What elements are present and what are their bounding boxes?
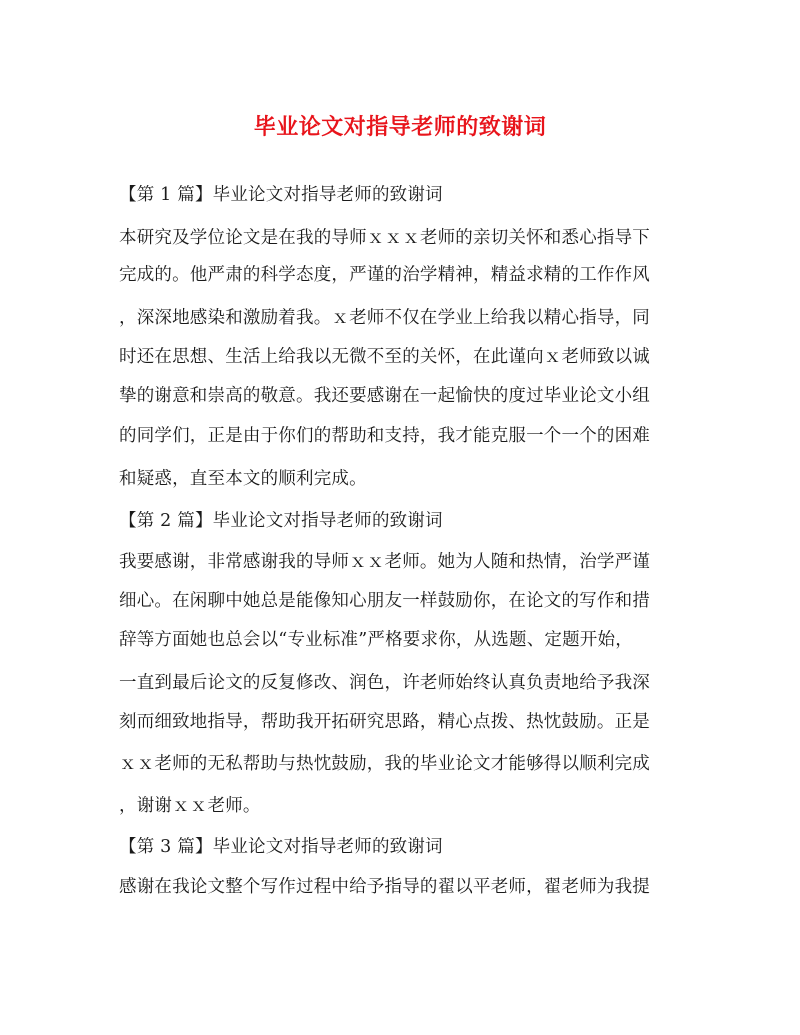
section-heading-3: 【第 3 篇】毕业论文对指导老师的致谢词	[119, 837, 443, 857]
paragraph-line: 辞等方面她也总会以“专业标准”严格要求你，从选题、定题开始，	[119, 630, 633, 650]
paragraph-line: 刻而细致地指导，帮助我开拓研究思路，精心点拨、热忱鼓励。正是	[119, 712, 650, 732]
paragraph-line: 我要感谢，非常感谢我的导师ｘｘ老师。她为人随和热情，治学严谨	[119, 552, 650, 572]
paragraph-line: 的同学们，正是由于你们的帮助和支持，我才能克服一个一个的困难	[119, 426, 650, 446]
paragraph-line: 挚的谢意和崇高的敬意。我还要感谢在一起愉快的度过毕业论文小组	[119, 386, 650, 406]
section-heading-2: 【第 2 篇】毕业论文对指导老师的致谢词	[119, 511, 443, 531]
paragraph-line: ，谢谢ｘｘ老师。	[119, 796, 261, 816]
paragraph-line: ，深深地感染和激励着我。ｘ老师不仅在学业上给我以精心指导，同	[119, 308, 650, 328]
paragraph-line: 一直到最后论文的反复修改、润色，许老师始终认真负责地给予我深	[119, 673, 650, 693]
section-heading-1: 【第 1 篇】毕业论文对指导老师的致谢词	[119, 185, 443, 205]
paragraph-line: 和疑惑，直至本文的顺利完成。	[119, 469, 367, 489]
paragraph-line: 完成的。他严肃的科学态度，严谨的治学精神，精益求精的工作作风	[119, 265, 650, 285]
document-title: 毕业论文对指导老师的致谢词	[253, 114, 547, 140]
paragraph-line: 细心。在闲聊中她总是能像知心朋友一样鼓励你，在论文的写作和措	[119, 591, 650, 611]
paragraph-line: ｘｘ老师的无私帮助与热忱鼓励，我的毕业论文才能够得以顺利完成	[119, 754, 650, 774]
paragraph-line: 感谢在我论文整个写作过程中给予指导的翟以平老师，翟老师为我提	[119, 877, 650, 897]
paragraph-line: 本研究及学位论文是在我的导师ｘｘｘ老师的亲切关怀和悉心指导下	[119, 228, 650, 248]
paragraph-line: 时还在思想、生活上给我以无微不至的关怀，在此谨向ｘ老师致以诚	[119, 347, 650, 367]
